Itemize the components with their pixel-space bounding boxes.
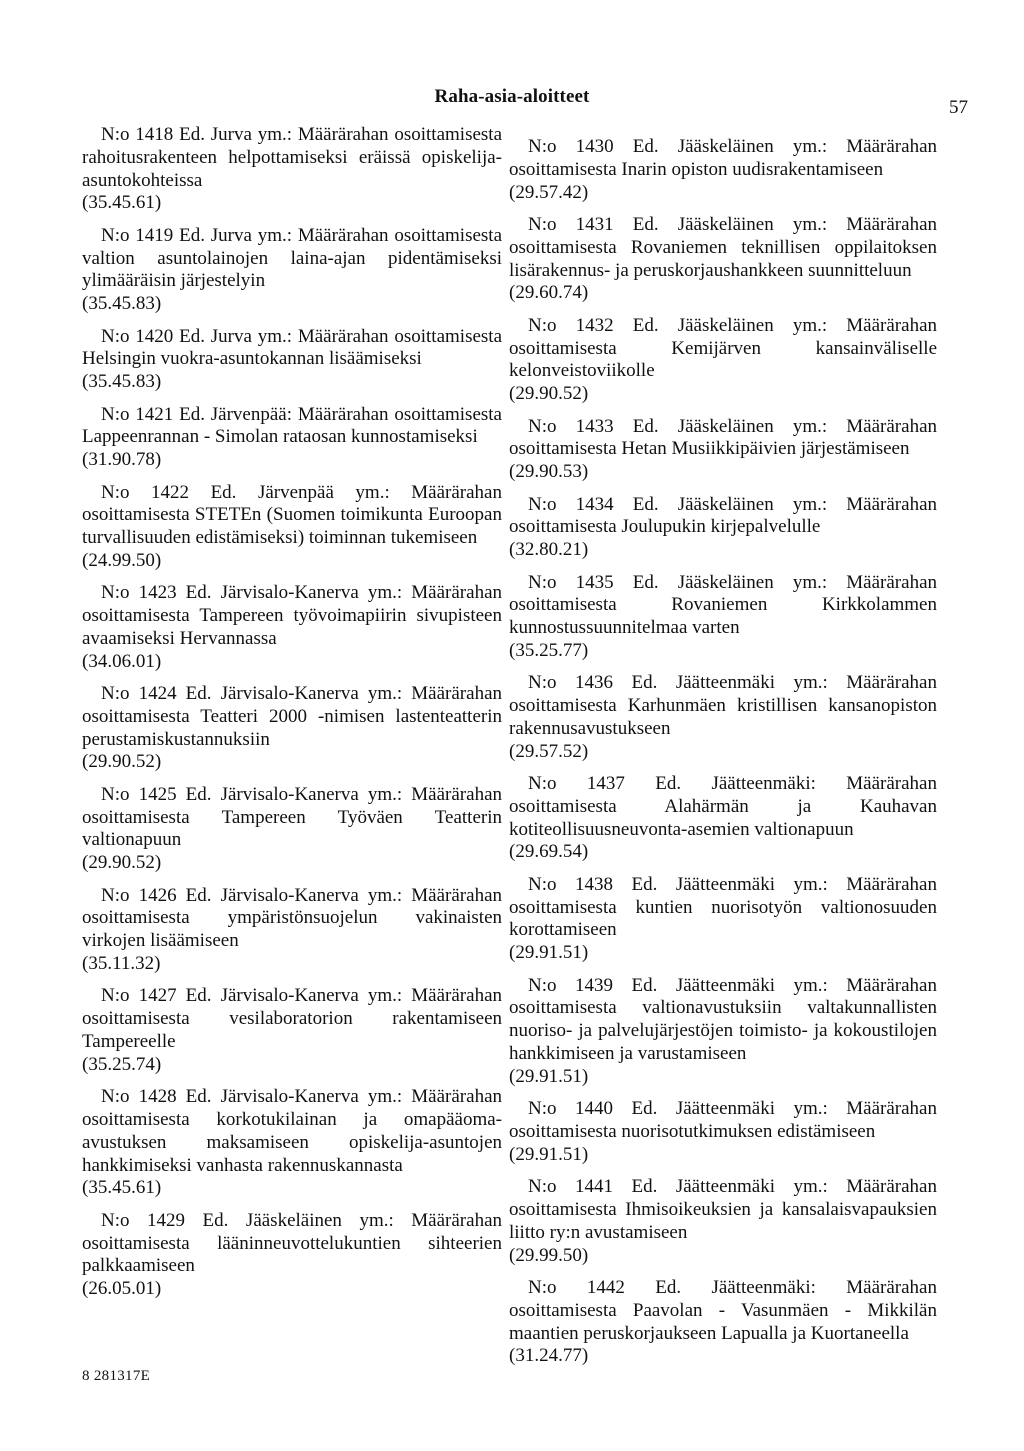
motion-text: N:o 1428 Ed. Järvisalo-Kanerva ym.: Määrärahan osoittamisesta korkotukilainan ja omapääoma-avustuksen maksamiseen opiskelija-asuntojen hankkimiseksi vanhasta rakennuskannasta — [82, 1086, 502, 1176]
motion-entry — [509, 136, 937, 204]
motion-entry — [82, 885, 502, 976]
motion-text: N:o 1420 Ed. Jurva ym.: Määrärahan osoittamisesta Helsingin vuokra-asuntokannan lisäämiseksi — [82, 325, 502, 370]
motion-text: N:o 1438 Ed. Jäätteenmäki ym.: Määrärahan osoittamisesta kuntien nuorisotyön valtionosuuden korottamiseen — [509, 873, 937, 941]
budget-code: (31.90.78) — [82, 449, 162, 471]
budget-code: (29.57.52) — [509, 740, 589, 762]
budget-code: (29.90.52) — [82, 852, 162, 874]
motion-entry — [509, 1098, 937, 1166]
motion-entry — [509, 874, 937, 965]
budget-code: (32.80.21) — [509, 539, 589, 561]
budget-code: (34.06.01) — [82, 650, 162, 672]
motion-text: N:o 1429 Ed. Jääskeläinen ym.: Määrärahan osoittamisesta lääninneuvottelukuntien sihteerien palkkaamiseen — [82, 1209, 502, 1277]
budget-code: (35.45.83) — [82, 293, 162, 315]
motion-text: N:o 1440 Ed. Jäätteenmäki ym.: Määrärahan osoittamisesta nuorisotutkimuksen edistämiseen — [509, 1098, 937, 1143]
motion-text: N:o 1434 Ed. Jääskeläinen ym.: Määrärahan osoittamisesta Joulupukin kirjepalvelulle — [509, 493, 937, 538]
budget-code: (29.90.52) — [82, 751, 162, 773]
motion-entry — [509, 494, 937, 562]
budget-code: (26.05.01) — [82, 1278, 162, 1300]
budget-code: (35.25.74) — [82, 1053, 162, 1075]
right-column — [509, 136, 937, 1378]
motion-text: N:o 1421 Ed. Järvenpää: Määrärahan osoittamisesta Lappeenrannan - Simolan rataosan kunnostamiseksi — [82, 403, 502, 448]
budget-code: (35.45.61) — [82, 192, 162, 214]
motion-text: N:o 1436 Ed. Jäätteenmäki ym.: Määrärahan osoittamisesta Karhunmäen kristillisen kansanopiston rakennusavustukseen — [509, 672, 937, 739]
motion-text: N:o 1422 Ed. Järvenpää ym.: Määrärahan osoittamisesta STETEn (Suomen toimikunta Euroopan turvallisuuden edistämiseksi) toiminnan tukemiseen — [82, 481, 502, 549]
motion-entry — [82, 326, 502, 394]
budget-code: (35.45.61) — [82, 1177, 162, 1199]
motion-entry — [509, 214, 937, 305]
motion-text: N:o 1419 Ed. Jurva ym.: Määrärahan osoittamisesta valtion asuntolainojen laina-ajan pidentämiseksi ylimääräisin järjestelyin — [82, 224, 502, 292]
budget-code: (24.99.50) — [82, 549, 162, 571]
motion-entry — [509, 572, 937, 663]
motion-text: N:o 1431 Ed. Jääskeläinen ym.: Määrärahan osoittamisesta Rovaniemen teknillisen oppilaitoksen lisärakennus- ja peruskorjaushankkeen suunnitteluun — [509, 213, 937, 281]
motion-entry — [509, 315, 937, 406]
motion-text: N:o 1433 Ed. Jääskeläinen ym.: Määrärahan osoittamisesta Hetan Musiikkipäivien järjestämiseen — [509, 415, 937, 460]
left-column — [82, 124, 502, 1311]
budget-code: (29.90.53) — [509, 461, 589, 483]
budget-code: (29.57.42) — [509, 181, 589, 203]
motion-entry — [509, 416, 937, 484]
motion-text: N:o 1430 Ed. Jääskeläinen ym.: Määrärahan osoittamisesta Inarin opiston uudisrakentamiseen — [509, 136, 937, 180]
motion-entry — [509, 975, 937, 1089]
motion-text: N:o 1435 Ed. Jääskeläinen ym.: Määrärahan osoittamisesta Rovaniemen Kirkkolammen kunnostussuunnitelmaa varten — [509, 571, 937, 639]
budget-code: (29.69.54) — [509, 841, 589, 863]
motion-text: N:o 1427 Ed. Järvisalo-Kanerva ym.: Määrärahan osoittamisesta vesilaboratorion rakentamiseen Tampereelle — [82, 985, 502, 1053]
motion-entry — [82, 1086, 502, 1200]
motion-entry — [509, 1176, 937, 1267]
motion-entry — [509, 773, 937, 864]
budget-code: (35.45.83) — [82, 371, 162, 393]
motion-entry — [82, 683, 502, 774]
budget-code: (29.60.74) — [509, 282, 589, 304]
motion-text: N:o 1432 Ed. Jääskeläinen ym.: Määrärahan osoittamisesta Kemijärven kansainväliselle kelonveistoviikolle — [509, 314, 937, 382]
motion-text: N:o 1425 Ed. Järvisalo-Kanerva ym.: Määrärahan osoittamisesta Tampereen Työväen Teatterin valtionapuun — [82, 783, 502, 851]
motion-text: N:o 1439 Ed. Jäätteenmäki ym.: Määrärahan osoittamisesta valtionavustuksiin valtakunnallisten nuoriso- ja palvelujärjestöjen toimisto- ja kokoustilojen hankkimiseen ja varustamiseen — [509, 974, 937, 1065]
motion-entry — [82, 784, 502, 875]
page-header-title: Raha-asia-aloitteet — [434, 86, 590, 107]
budget-code: (31.24.77) — [509, 1345, 589, 1367]
motion-entry — [82, 124, 502, 215]
motion-entry — [82, 404, 502, 472]
budget-code: (29.99.50) — [509, 1244, 589, 1266]
motion-text: N:o 1426 Ed. Järvisalo-Kanerva ym.: Määrärahan osoittamisesta ympäristönsuojelun vakinaisten virkojen lisäämiseen — [82, 884, 502, 952]
budget-code: (29.90.52) — [509, 383, 589, 405]
motion-entry — [82, 1210, 502, 1301]
motion-entry — [82, 482, 502, 573]
budget-code: (29.91.51) — [509, 942, 589, 964]
motion-text: N:o 1442 Ed. Jäätteenmäki: Määrärahan osoittamisesta Paavolan - Vasunmäen - Mikkilän maantien peruskorjaukseen Lapualla ja Kuortaneella — [509, 1276, 937, 1344]
motion-entry — [82, 985, 502, 1076]
motion-entry — [82, 225, 502, 316]
printer-signature: 8 281317E — [82, 1368, 151, 1384]
motion-entry — [509, 672, 937, 763]
motion-text: N:o 1423 Ed. Järvisalo-Kanerva ym.: Määrärahan osoittamisesta Tampereen työvoimapiirin sivupisteen avaamiseksi Hervannassa — [82, 582, 502, 649]
motion-entry — [509, 1277, 937, 1368]
page-number: 57 — [949, 97, 968, 118]
motion-text: N:o 1441 Ed. Jäätteenmäki ym.: Määrärahan osoittamisesta Ihmisoikeuksien ja kansalaisvapauksien liitto ry:n avustamiseen — [509, 1176, 937, 1243]
motion-entry — [82, 582, 502, 673]
motion-text: N:o 1437 Ed. Jäätteenmäki: Määrärahan osoittamisesta Alahärmän ja Kauhavan kotiteollisuusneuvonta-asemien valtionapuun — [509, 773, 937, 840]
budget-code: (35.11.32) — [82, 953, 161, 975]
motion-text: N:o 1424 Ed. Järvisalo-Kanerva ym.: Määrärahan osoittamisesta Teatteri 2000 -nimisen lastenteatterin perustamiskustannuksiin — [82, 683, 502, 750]
budget-code: (29.91.51) — [509, 1143, 589, 1165]
motion-text: N:o 1418 Ed. Jurva ym.: Määrärahan osoittamisesta rahoitusrakenteen helpottamiseksi eräissä opiskelija-asuntokohteissa — [82, 124, 502, 191]
budget-code: (29.91.51) — [509, 1065, 589, 1087]
budget-code: (35.25.77) — [509, 639, 589, 661]
